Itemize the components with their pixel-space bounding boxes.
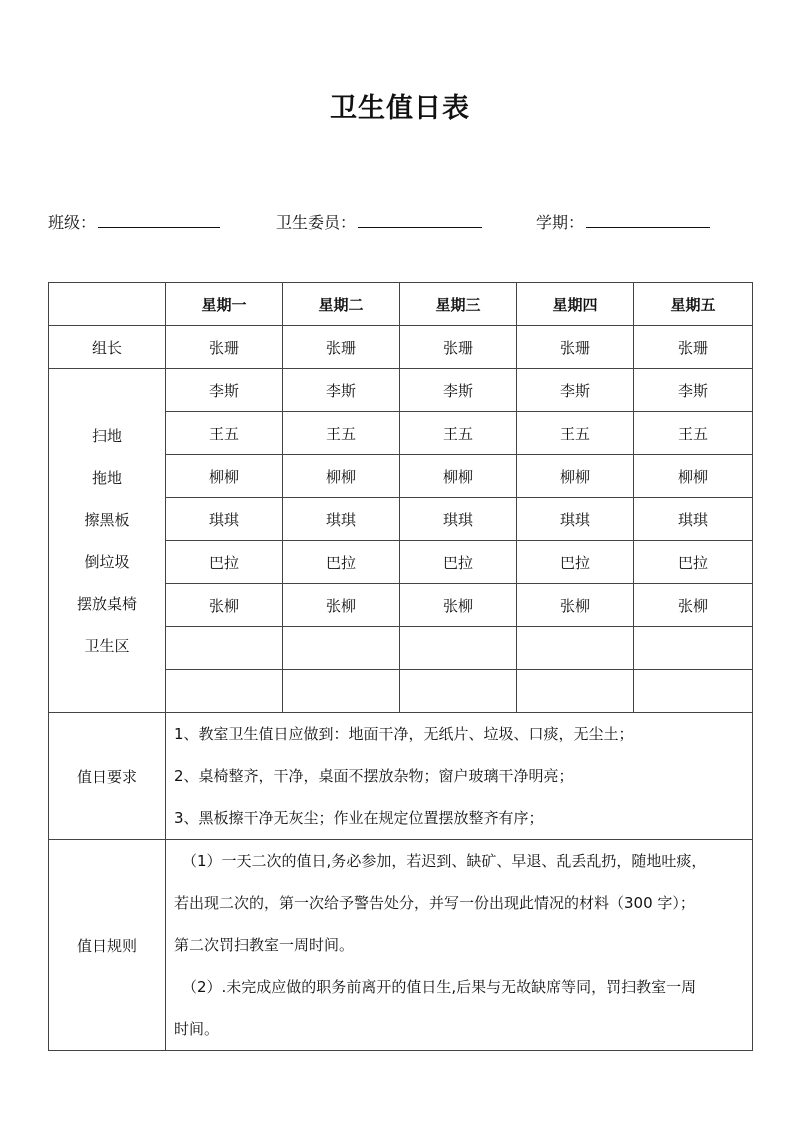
duty-name: 王五: [517, 412, 634, 455]
rules-content: [166, 840, 753, 1051]
rule-line: 若出现二次的，第一次给予警告处分，并写一份出现此情况的材料（300 字）；: [174, 894, 695, 912]
duty-name: 巴拉: [517, 541, 634, 584]
leader-name: 张珊: [517, 326, 634, 369]
leader-name: 张珊: [283, 326, 400, 369]
duty-name: 巴拉: [166, 541, 283, 584]
duty-name: 张柳: [283, 584, 400, 627]
requirements-label: 值日要求: [49, 713, 166, 840]
class-blank[interactable]: [98, 213, 220, 228]
duty-name: 李斯: [517, 369, 634, 412]
duty-name: 王五: [400, 412, 517, 455]
leader-row: [49, 326, 753, 369]
rule-line: （1）一天二次的值日,务必参加，若迟到、缺矿、早退、乱丢乱扔，随地吐痰，: [182, 852, 707, 870]
rule-line: （2）.未完成应做的职务前离开的值日生,后果与无故缺席等同，罚扫教室一周: [182, 978, 697, 996]
requirements-row: [49, 713, 753, 840]
duty-name: 王五: [634, 412, 753, 455]
duty-name[interactable]: [283, 670, 400, 713]
term-blank[interactable]: [586, 213, 710, 228]
committee-label: 卫生委员：: [276, 213, 357, 232]
duty-name: 柳柳: [400, 455, 517, 498]
duty-name: 琪琪: [517, 498, 634, 541]
duty-name: 李斯: [634, 369, 753, 412]
duty-tasks-cell: [49, 369, 166, 713]
duty-name: 柳柳: [517, 455, 634, 498]
task-label: 擦黑板: [84, 510, 130, 529]
requirement-item: 3、黑板擦干净无灰尘；作业在规定位置摆放整齐有序；: [174, 809, 544, 827]
duty-name[interactable]: [400, 670, 517, 713]
class-field: [48, 210, 220, 233]
duty-name: 王五: [283, 412, 400, 455]
duty-name: 王五: [166, 412, 283, 455]
duty-name: 琪琪: [166, 498, 283, 541]
duty-name[interactable]: [634, 627, 753, 670]
duty-name: 柳柳: [634, 455, 753, 498]
duty-name: 李斯: [400, 369, 517, 412]
duty-name[interactable]: [400, 627, 517, 670]
leader-label: 组长: [49, 326, 166, 369]
leader-name: 张珊: [634, 326, 753, 369]
leader-name: 张珊: [400, 326, 517, 369]
duty-name: 巴拉: [283, 541, 400, 584]
committee-field: [276, 210, 482, 233]
duty-name: 琪琪: [283, 498, 400, 541]
duty-name[interactable]: [166, 627, 283, 670]
committee-blank[interactable]: [358, 213, 482, 228]
task-label: 卫生区: [84, 636, 130, 655]
duty-name: 巴拉: [400, 541, 517, 584]
page-title: 卫生值日表: [330, 93, 470, 124]
duty-name: 柳柳: [283, 455, 400, 498]
duty-table: [48, 282, 753, 1051]
header-row: [49, 283, 753, 326]
duty-name[interactable]: [517, 627, 634, 670]
duty-name: 张柳: [517, 584, 634, 627]
leader-name: 张珊: [166, 326, 283, 369]
duty-name: 张柳: [166, 584, 283, 627]
rule-line: 时间。: [174, 1020, 220, 1038]
term-field: [536, 210, 710, 233]
duty-name[interactable]: [283, 627, 400, 670]
requirement-item: 2、桌椅整齐，干净，桌面不摆放杂物；窗户玻璃干净明亮；: [174, 767, 574, 785]
rules-row: [49, 840, 753, 1051]
task-label: 摆放桌椅: [76, 594, 137, 613]
term-label: 学期：: [536, 213, 585, 232]
day-header: 星期三: [400, 283, 517, 326]
day-header: 星期五: [634, 283, 753, 326]
requirement-item: 1、教室卫生值日应做到：地面干净，无纸片、垃圾、口痰，无尘土；: [174, 725, 634, 743]
duty-name: 张柳: [634, 584, 753, 627]
duty-name[interactable]: [166, 670, 283, 713]
task-label: 倒垃圾: [84, 552, 130, 571]
rule-line: 第二次罚扫教室一周时间。: [174, 936, 355, 954]
duty-name: 琪琪: [634, 498, 753, 541]
requirements-content: [166, 713, 753, 840]
task-label: 拖地: [91, 468, 122, 487]
duty-name: 柳柳: [166, 455, 283, 498]
rules-label: 值日规则: [49, 840, 166, 1051]
duty-name[interactable]: [517, 670, 634, 713]
day-header: 星期一: [166, 283, 283, 326]
day-header: 星期二: [283, 283, 400, 326]
duty-name: 巴拉: [634, 541, 753, 584]
duty-name: 张柳: [400, 584, 517, 627]
class-label: 班级：: [48, 213, 97, 232]
duty-row: [49, 369, 753, 412]
duty-name: 李斯: [166, 369, 283, 412]
duty-name: 琪琪: [400, 498, 517, 541]
day-header: 星期四: [517, 283, 634, 326]
corner-cell: [49, 283, 166, 326]
duty-name[interactable]: [634, 670, 753, 713]
task-label: 扫地: [91, 426, 122, 445]
duty-name: 李斯: [283, 369, 400, 412]
